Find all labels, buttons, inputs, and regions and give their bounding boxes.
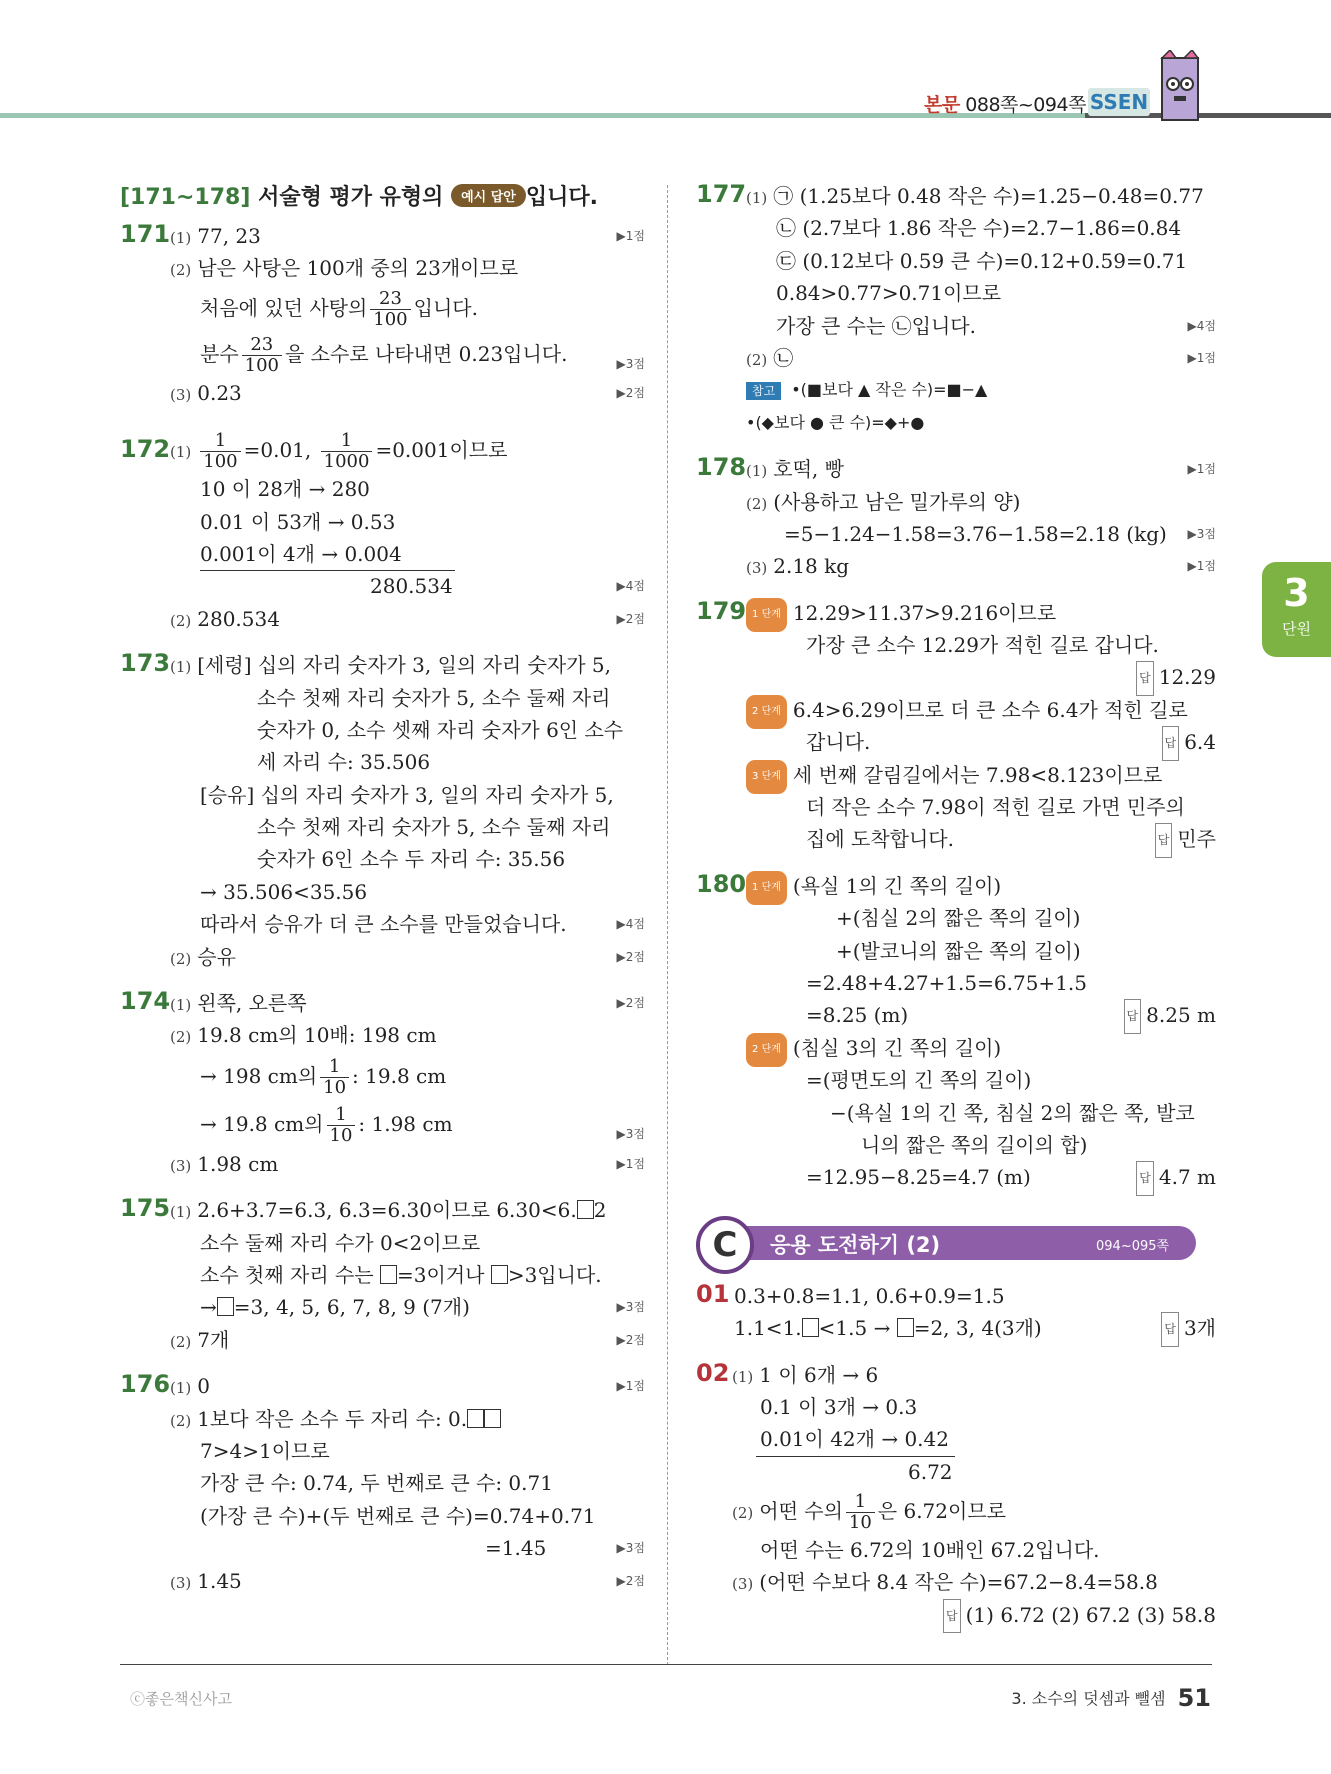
fraction <box>242 335 282 376</box>
step-badge <box>746 598 787 632</box>
solution-line <box>120 252 645 284</box>
step-number: 1 <box>752 881 759 893</box>
answer-text: 처음에 있던 사탕의 <box>200 295 368 320</box>
solution-line <box>120 1148 645 1180</box>
blank-box <box>491 1265 508 1284</box>
calc-row-text: 1 이 6개 → 6 <box>759 1362 879 1387</box>
solution-line <box>120 1100 645 1148</box>
solution-line <box>120 377 645 409</box>
answer-text: 0 <box>197 1374 210 1399</box>
solution-line <box>120 1370 645 1402</box>
blank-box <box>467 1409 484 1428</box>
answer-text: : 19.8 cm <box>352 1063 447 1088</box>
score: ▶2점 <box>616 1573 645 1588</box>
solution-line <box>120 1324 645 1356</box>
score: ▶2점 <box>616 949 645 964</box>
solution-line <box>120 941 645 973</box>
denominator: 10 <box>848 1512 872 1534</box>
solution-line <box>696 597 1216 629</box>
solution-line: 소수 첫째 자리 숫자가 5, 소수 둘째 자리 <box>257 685 611 710</box>
solution-line <box>696 310 1216 342</box>
answer-value: 8.25 m <box>1146 1003 1216 1028</box>
answer-text: 1.45 <box>197 1568 242 1593</box>
solution-line <box>696 550 1216 582</box>
calc-row: 0.1 이 3개 → 0.3 <box>760 1394 918 1419</box>
solution-line <box>120 1052 645 1100</box>
answer-text: (침실 3의 긴 쪽의 길이) <box>792 1035 1002 1060</box>
answer-text: ㉠ (1.25보다 0.48 작은 수)=1.25−0.48=0.77 <box>773 184 1204 208</box>
step-number: 1 <box>752 608 759 620</box>
problem-180 <box>696 870 1216 1194</box>
solution-line: 0.3+0.8=1.1, 0.6+0.9=1.5 <box>734 1283 1005 1308</box>
answer-text: =3이거나 <box>397 1262 485 1287</box>
answer-text: 왼쪽, 오른쪽 <box>197 991 307 1016</box>
solution-line <box>120 1194 645 1226</box>
solution-line <box>696 486 1216 518</box>
answer <box>1124 999 1216 1033</box>
part-label: (2) <box>170 1332 192 1351</box>
problem-179 <box>696 597 1216 856</box>
answer-text: 집에 도착합니다. <box>806 827 954 852</box>
part-label: (1) <box>170 229 192 247</box>
blank-box <box>484 1409 501 1428</box>
header-pages: 088쪽~094쪽 <box>965 94 1086 116</box>
calc-total <box>120 570 645 602</box>
answer <box>1155 823 1216 857</box>
blank-box <box>380 1265 397 1284</box>
problem-number: 180 <box>696 869 747 898</box>
problem-number: 175 <box>120 1194 171 1223</box>
answer-text: 세 번째 갈림길에서는 7.98<8.123이므로 <box>792 762 1163 787</box>
problem-number: 172 <box>120 435 171 464</box>
solution-line <box>120 1291 645 1323</box>
solution-line <box>120 908 645 940</box>
denominator: 10 <box>329 1124 353 1146</box>
note-text: •(■보다 ▲ 작은 수)=■−▲ <box>791 380 988 400</box>
solution-line: ㉡ (2.7보다 1.86 작은 수)=2.7−1.86=0.84 <box>776 216 1182 241</box>
solution-line: 세 자리 수: 35.506 <box>257 750 431 775</box>
denominator: 1000 <box>323 451 370 473</box>
step-label: 단계 <box>761 705 781 717</box>
solution-line <box>696 1566 1216 1598</box>
answer-text: =2, 3, 4(3개) <box>913 1316 1042 1341</box>
solution-line: 소수 첫째 자리 숫자가 5, 소수 둘째 자리 <box>257 815 611 840</box>
answer-text: 7개 <box>197 1327 230 1352</box>
problem-number: 179 <box>696 596 747 625</box>
part-label: (2) <box>746 350 768 369</box>
part-label: (2) <box>732 1504 754 1523</box>
solution-line <box>120 1565 645 1597</box>
answer-label: 답 <box>1161 1312 1179 1346</box>
score: ▶3점 <box>616 356 645 371</box>
step-label: 단계 <box>761 770 781 782</box>
intro-range: [171~178] <box>120 185 251 210</box>
blank-box <box>577 1200 594 1219</box>
part-label: (3) <box>170 1573 192 1592</box>
solution-line <box>696 1312 1216 1344</box>
solution-line: 숫자가 6인 소수 두 자리 수: 35.56 <box>257 847 566 872</box>
part-label: (2) <box>746 494 768 513</box>
solution-line: 소수 둘째 자리 수가 0<2이므로 <box>200 1230 481 1255</box>
score: ▶2점 <box>616 1332 645 1347</box>
solution-line <box>696 1359 1216 1391</box>
solution-line <box>120 1403 645 1435</box>
denominator: 100 <box>373 308 408 330</box>
denominator: 100 <box>244 354 279 376</box>
step-label: 단계 <box>761 1043 781 1055</box>
part-label: (1) <box>746 189 768 207</box>
answer-label: 답 <box>1136 1161 1154 1195</box>
solution-line: 0.84>0.77>0.71이므로 <box>776 281 1002 306</box>
chapter-tab <box>1262 562 1331 657</box>
question-number: 02 <box>696 1358 730 1387</box>
solution-line: 더 작은 소수 7.98이 적힌 길로 가면 민주의 <box>806 795 1185 820</box>
column-divider <box>667 185 668 1665</box>
score: ▶3점 <box>1187 526 1216 541</box>
section-letter-icon: C <box>696 1216 754 1274</box>
score: ▶1점 <box>1187 462 1216 477</box>
solution-line <box>696 823 1216 855</box>
chapter-unit-label: 단원 <box>1282 620 1311 638</box>
solution-line: =(평면도의 긴 쪽의 길이) <box>806 1068 1032 1093</box>
answer-text: : 1.98 cm <box>358 1111 453 1136</box>
answer <box>943 1599 1216 1633</box>
problem-173 <box>120 649 645 973</box>
answer-label: 답 <box>1124 999 1142 1033</box>
score: ▶1점 <box>616 1379 645 1394</box>
answer-text: 12.29>11.37>9.216이므로 <box>792 600 1057 625</box>
step-badge <box>746 1033 787 1067</box>
part-label: (3) <box>746 559 768 578</box>
numerator: 23 <box>370 289 410 310</box>
part-label: (1) <box>170 1379 192 1398</box>
denominator: 100 <box>203 451 238 473</box>
solution-line <box>696 1032 1216 1064</box>
answer-label: 답 <box>943 1599 961 1633</box>
calc-row <box>120 538 645 570</box>
numerator: 1 <box>327 1105 356 1126</box>
answer-text: 6.4>6.29이므로 더 큰 소수 6.4가 적힌 길로 <box>792 697 1188 722</box>
answer-text: (사용하고 남은 밀가루의 양) <box>773 489 1021 514</box>
problem-177 <box>696 180 1216 439</box>
solution-line: +(발코니의 짧은 쪽의 길이) <box>836 938 1081 963</box>
publisher-copyright: ⓒ좋은책신사고 <box>130 1690 232 1708</box>
part-label: (1) <box>732 1367 754 1386</box>
solution-line <box>120 285 645 331</box>
problem-number: 177 <box>696 180 747 208</box>
answer-text: → 19.8 cm의 <box>200 1111 324 1136</box>
solution-line <box>696 999 1216 1031</box>
numerator: 1 <box>200 431 240 452</box>
answer-text: → <box>200 1295 217 1320</box>
chapter-number: 3 <box>1283 571 1310 615</box>
step-number: 2 <box>752 1043 759 1055</box>
answer-text: 갑니다. <box>806 730 871 755</box>
answer-text: 가장 큰 수는 ㉡입니다. <box>776 313 976 338</box>
answer-text: (어떤 수보다 8.4 작은 수)=67.2−8.4=58.8 <box>759 1570 1158 1595</box>
fraction <box>327 1105 356 1146</box>
solution-line <box>696 661 1216 693</box>
fraction <box>321 431 373 472</box>
calc-row-text: 0.001이 4개 → 0.004 <box>200 538 455 571</box>
note-text: •(◆보다 ● 큰 수)=◆+● <box>746 412 925 432</box>
answer <box>1136 1161 1216 1195</box>
answer-text: 승유 <box>197 944 236 969</box>
score: ▶3점 <box>616 1541 645 1556</box>
score: ▶1점 <box>1187 350 1216 365</box>
answer-text: =3, 4, 5, 6, 7, 8, 9 (7개) <box>233 1295 470 1320</box>
note-line <box>696 374 1216 406</box>
part-label: (3) <box>170 1156 192 1175</box>
score: ▶2점 <box>616 611 645 626</box>
solution-line <box>120 987 645 1019</box>
answer-text: 어떤 수의 <box>759 1499 843 1524</box>
solution-line: +(침실 2의 짧은 쪽의 길이) <box>836 906 1081 931</box>
answer-text: 을 소수로 나타내면 0.23입니다. <box>285 341 568 366</box>
answer-text: =5−1.24−1.58=3.76−1.58=2.18 (kg) <box>784 521 1167 546</box>
answer-text: <1.5 → <box>818 1316 891 1341</box>
answer-text: 호떡, 빵 <box>773 457 844 482</box>
solution-line <box>696 694 1216 726</box>
problem-number: 178 <box>696 453 747 482</box>
score: ▶4점 <box>616 579 645 594</box>
answer-label: 답 <box>1136 661 1154 695</box>
part-label: (2) <box>170 1411 192 1430</box>
answer-text: =0.001이므로 <box>375 438 508 463</box>
left-column <box>120 180 645 1611</box>
answer-text: ㉡ <box>773 345 794 370</box>
answer-text: 280.534 <box>197 606 280 631</box>
blank-box <box>897 1318 914 1337</box>
footer-chapter <box>1011 1684 1211 1712</box>
calc-total-text: 280.534 <box>370 574 453 599</box>
solution-line: 가장 큰 수: 0.74, 두 번째로 큰 수: 0.71 <box>200 1471 553 1496</box>
answer-text: 2.18 kg <box>773 554 850 579</box>
answer <box>1161 1312 1216 1346</box>
problem-number: 176 <box>120 1370 171 1399</box>
part-label: (2) <box>170 611 192 630</box>
intro-text: 서술형 평가 유형의 <box>258 185 444 210</box>
solution-line <box>120 649 645 681</box>
score: ▶4점 <box>616 917 645 932</box>
answer-value: 3개 <box>1183 1316 1216 1341</box>
step-badge <box>746 871 787 905</box>
answer-text: [세령] 십의 자리 숫자가 3, 일의 자리 숫자가 5, <box>197 653 611 678</box>
score: ▶1점 <box>1187 559 1216 574</box>
section-header <box>696 1216 1216 1268</box>
solution-line <box>120 1019 645 1051</box>
fraction <box>846 1492 875 1533</box>
section-title: 응용 도전하기 (2) <box>770 1232 941 1257</box>
problem-175 <box>120 1194 645 1356</box>
answer-text: 0.23 <box>197 380 242 405</box>
section-pages: 094~095쪽 <box>1096 1238 1170 1254</box>
answer-text: 입니다. <box>413 295 478 320</box>
intro-text-end: 입니다. <box>525 185 598 210</box>
answer-value: 6.4 <box>1184 730 1216 755</box>
solution-line <box>120 1532 645 1564</box>
calc-row-text: 0.01이 42개 → 0.42 <box>756 1423 955 1456</box>
calc-total: 6.72 <box>908 1459 953 1484</box>
answer-text: 1보다 작은 소수 두 자리 수: 0. <box>197 1406 468 1431</box>
denominator: 10 <box>323 1076 347 1098</box>
answer-text: 1.1<1. <box>734 1316 802 1341</box>
solution-line <box>120 1259 645 1291</box>
solution-line: 어떤 수는 6.72의 10배인 67.2입니다. <box>760 1538 1100 1563</box>
solution-line <box>696 180 1216 212</box>
answer-value: 4.7 m <box>1158 1165 1216 1190</box>
solution-line <box>696 1161 1216 1193</box>
part-label: (1) <box>170 996 192 1015</box>
example-answer-badge: 예시 답안 <box>451 184 526 207</box>
calc-row: 0.01 이 53개 → 0.53 <box>200 509 396 534</box>
answer-label: 답 <box>1162 726 1180 760</box>
score: ▶1점 <box>616 1156 645 1171</box>
calc-row <box>696 1423 1216 1455</box>
question-01 <box>696 1280 1216 1345</box>
numerator: 1 <box>321 431 373 452</box>
solution-line: 니의 짧은 쪽의 길이의 합) <box>861 1132 1088 1157</box>
fraction <box>200 431 240 472</box>
part-label: (3) <box>170 385 192 404</box>
solution-line: =2.48+4.27+1.5=6.75+1.5 <box>806 970 1087 995</box>
part-label: (2) <box>170 261 192 280</box>
answer-value: (1) 6.72 (2) 67.2 (3) 58.8 <box>965 1602 1216 1627</box>
step-number: 3 <box>752 770 759 782</box>
score: ▶2점 <box>616 996 645 1011</box>
score: ▶1점 <box>616 229 645 243</box>
part-label: (1) <box>170 1203 192 1222</box>
solution-line <box>696 518 1216 550</box>
solution-line: 7>4>1이므로 <box>200 1438 330 1463</box>
blank-box <box>802 1318 819 1337</box>
mascot-icon <box>1156 50 1204 128</box>
problem-174 <box>120 987 645 1180</box>
score: ▶4점 <box>1187 318 1216 333</box>
step-label: 단계 <box>761 881 781 893</box>
problem-176 <box>120 1370 645 1597</box>
answer-text: 분수 <box>200 341 239 366</box>
solution-line: → 35.506<35.56 <box>200 879 368 904</box>
answer-text: 남은 사탕은 100개 중의 23개이므로 <box>197 256 519 281</box>
problem-178 <box>696 453 1216 583</box>
step-badge <box>746 695 787 729</box>
solution-line: (가장 큰 수)+(두 번째로 큰 수)=0.74+0.71 <box>200 1503 596 1528</box>
brand-logo: SSEN <box>1089 90 1149 114</box>
answer-text: 2 <box>593 1198 607 1223</box>
answer-text: 77, 23 <box>197 224 261 248</box>
part-label: (2) <box>170 1028 192 1047</box>
numerator: 1 <box>846 1492 875 1513</box>
header-page-ref <box>924 90 1086 117</box>
answer-value: 12.29 <box>1158 665 1216 690</box>
answer-text: 1.98 cm <box>197 1151 279 1176</box>
part-label: (3) <box>732 1575 754 1594</box>
solution-line <box>696 1488 1216 1534</box>
header-label: 본문 <box>924 94 960 116</box>
score: ▶3점 <box>616 1126 645 1141</box>
solution-line <box>696 453 1216 485</box>
question-02 <box>696 1359 1216 1632</box>
solution-line <box>696 759 1216 791</box>
solution-line: 숫자가 0, 소수 셋째 자리 숫자가 6인 소수 <box>257 717 624 742</box>
numerator: 1 <box>320 1057 349 1078</box>
score: ▶3점 <box>616 1300 645 1315</box>
answer-text: 은 6.72이므로 <box>877 1499 1006 1524</box>
solution-line: −(욕실 1의 긴 쪽, 침실 2의 짧은 쪽, 발코 <box>830 1100 1195 1125</box>
answer <box>1136 661 1216 695</box>
answer-text: =1.45 <box>485 1536 547 1561</box>
fraction <box>320 1057 349 1098</box>
problem-number: 171 <box>120 220 171 248</box>
solution-line <box>120 603 645 635</box>
problem-171 <box>120 220 645 409</box>
section-intro <box>120 180 645 216</box>
step-label: 단계 <box>761 608 781 620</box>
numerator: 23 <box>242 335 282 356</box>
right-column <box>696 180 1216 1645</box>
answer-text: (욕실 1의 긴 쪽의 길이) <box>792 873 1002 898</box>
solution-line <box>696 870 1216 902</box>
answer-text: =8.25 (m) <box>806 1003 909 1028</box>
solution-line: ㉢ (0.12보다 0.59 큰 수)=0.12+0.59=0.71 <box>776 248 1188 273</box>
solution-line <box>696 342 1216 374</box>
problem-172 <box>120 427 645 635</box>
question-number: 01 <box>696 1279 730 1308</box>
footer-rule <box>120 1664 1212 1665</box>
answer-text: 소수 첫째 자리 수는 <box>200 1262 374 1287</box>
answer-value: 민주 <box>1177 827 1216 852</box>
blank-box <box>217 1297 234 1316</box>
fraction <box>370 289 410 330</box>
answer-text: 19.8 cm의 10배: 198 cm <box>197 1023 437 1048</box>
solution-line: [승유] 십의 자리 숫자가 3, 일의 자리 숫자가 5, <box>200 782 614 807</box>
answer-text: >3입니다. <box>507 1262 602 1287</box>
answer-text: =0.01, <box>243 438 312 463</box>
solution-line: 가장 큰 소수 12.29가 적힌 길로 갑니다. <box>806 633 1159 658</box>
solution-line <box>696 726 1216 758</box>
part-label: (1) <box>746 462 768 481</box>
page-number: 51 <box>1177 1684 1211 1712</box>
problem-number: 174 <box>120 987 171 1016</box>
solution-line <box>696 1599 1216 1631</box>
calc-row: 10 이 28개 → 280 <box>200 477 370 502</box>
score: ▶2점 <box>616 385 645 400</box>
step-badge <box>746 760 787 794</box>
part-label: (1) <box>170 658 192 677</box>
part-label: (1) <box>170 443 192 462</box>
chapter-title: 3. 소수의 덧셈과 뺄셈 <box>1011 1689 1166 1708</box>
answer-text: 따라서 승유가 더 큰 소수를 만들었습니다. <box>200 912 567 937</box>
answer <box>1162 726 1216 760</box>
answer-text: → 198 cm의 <box>200 1063 318 1088</box>
part-label: (2) <box>170 949 192 968</box>
answer-text: =12.95−8.25=4.7 (m) <box>806 1165 1031 1190</box>
note-badge: 참고 <box>746 382 781 400</box>
solution-line <box>120 427 645 473</box>
note-line <box>696 407 1216 439</box>
answer-text: 2.6+3.7=6.3, 6.3=6.30이므로 6.30<6. <box>197 1198 577 1223</box>
step-number: 2 <box>752 705 759 717</box>
answer-label: 답 <box>1155 823 1173 857</box>
solution-line <box>120 220 645 252</box>
problem-number: 173 <box>120 649 171 678</box>
solution-line <box>120 331 645 377</box>
